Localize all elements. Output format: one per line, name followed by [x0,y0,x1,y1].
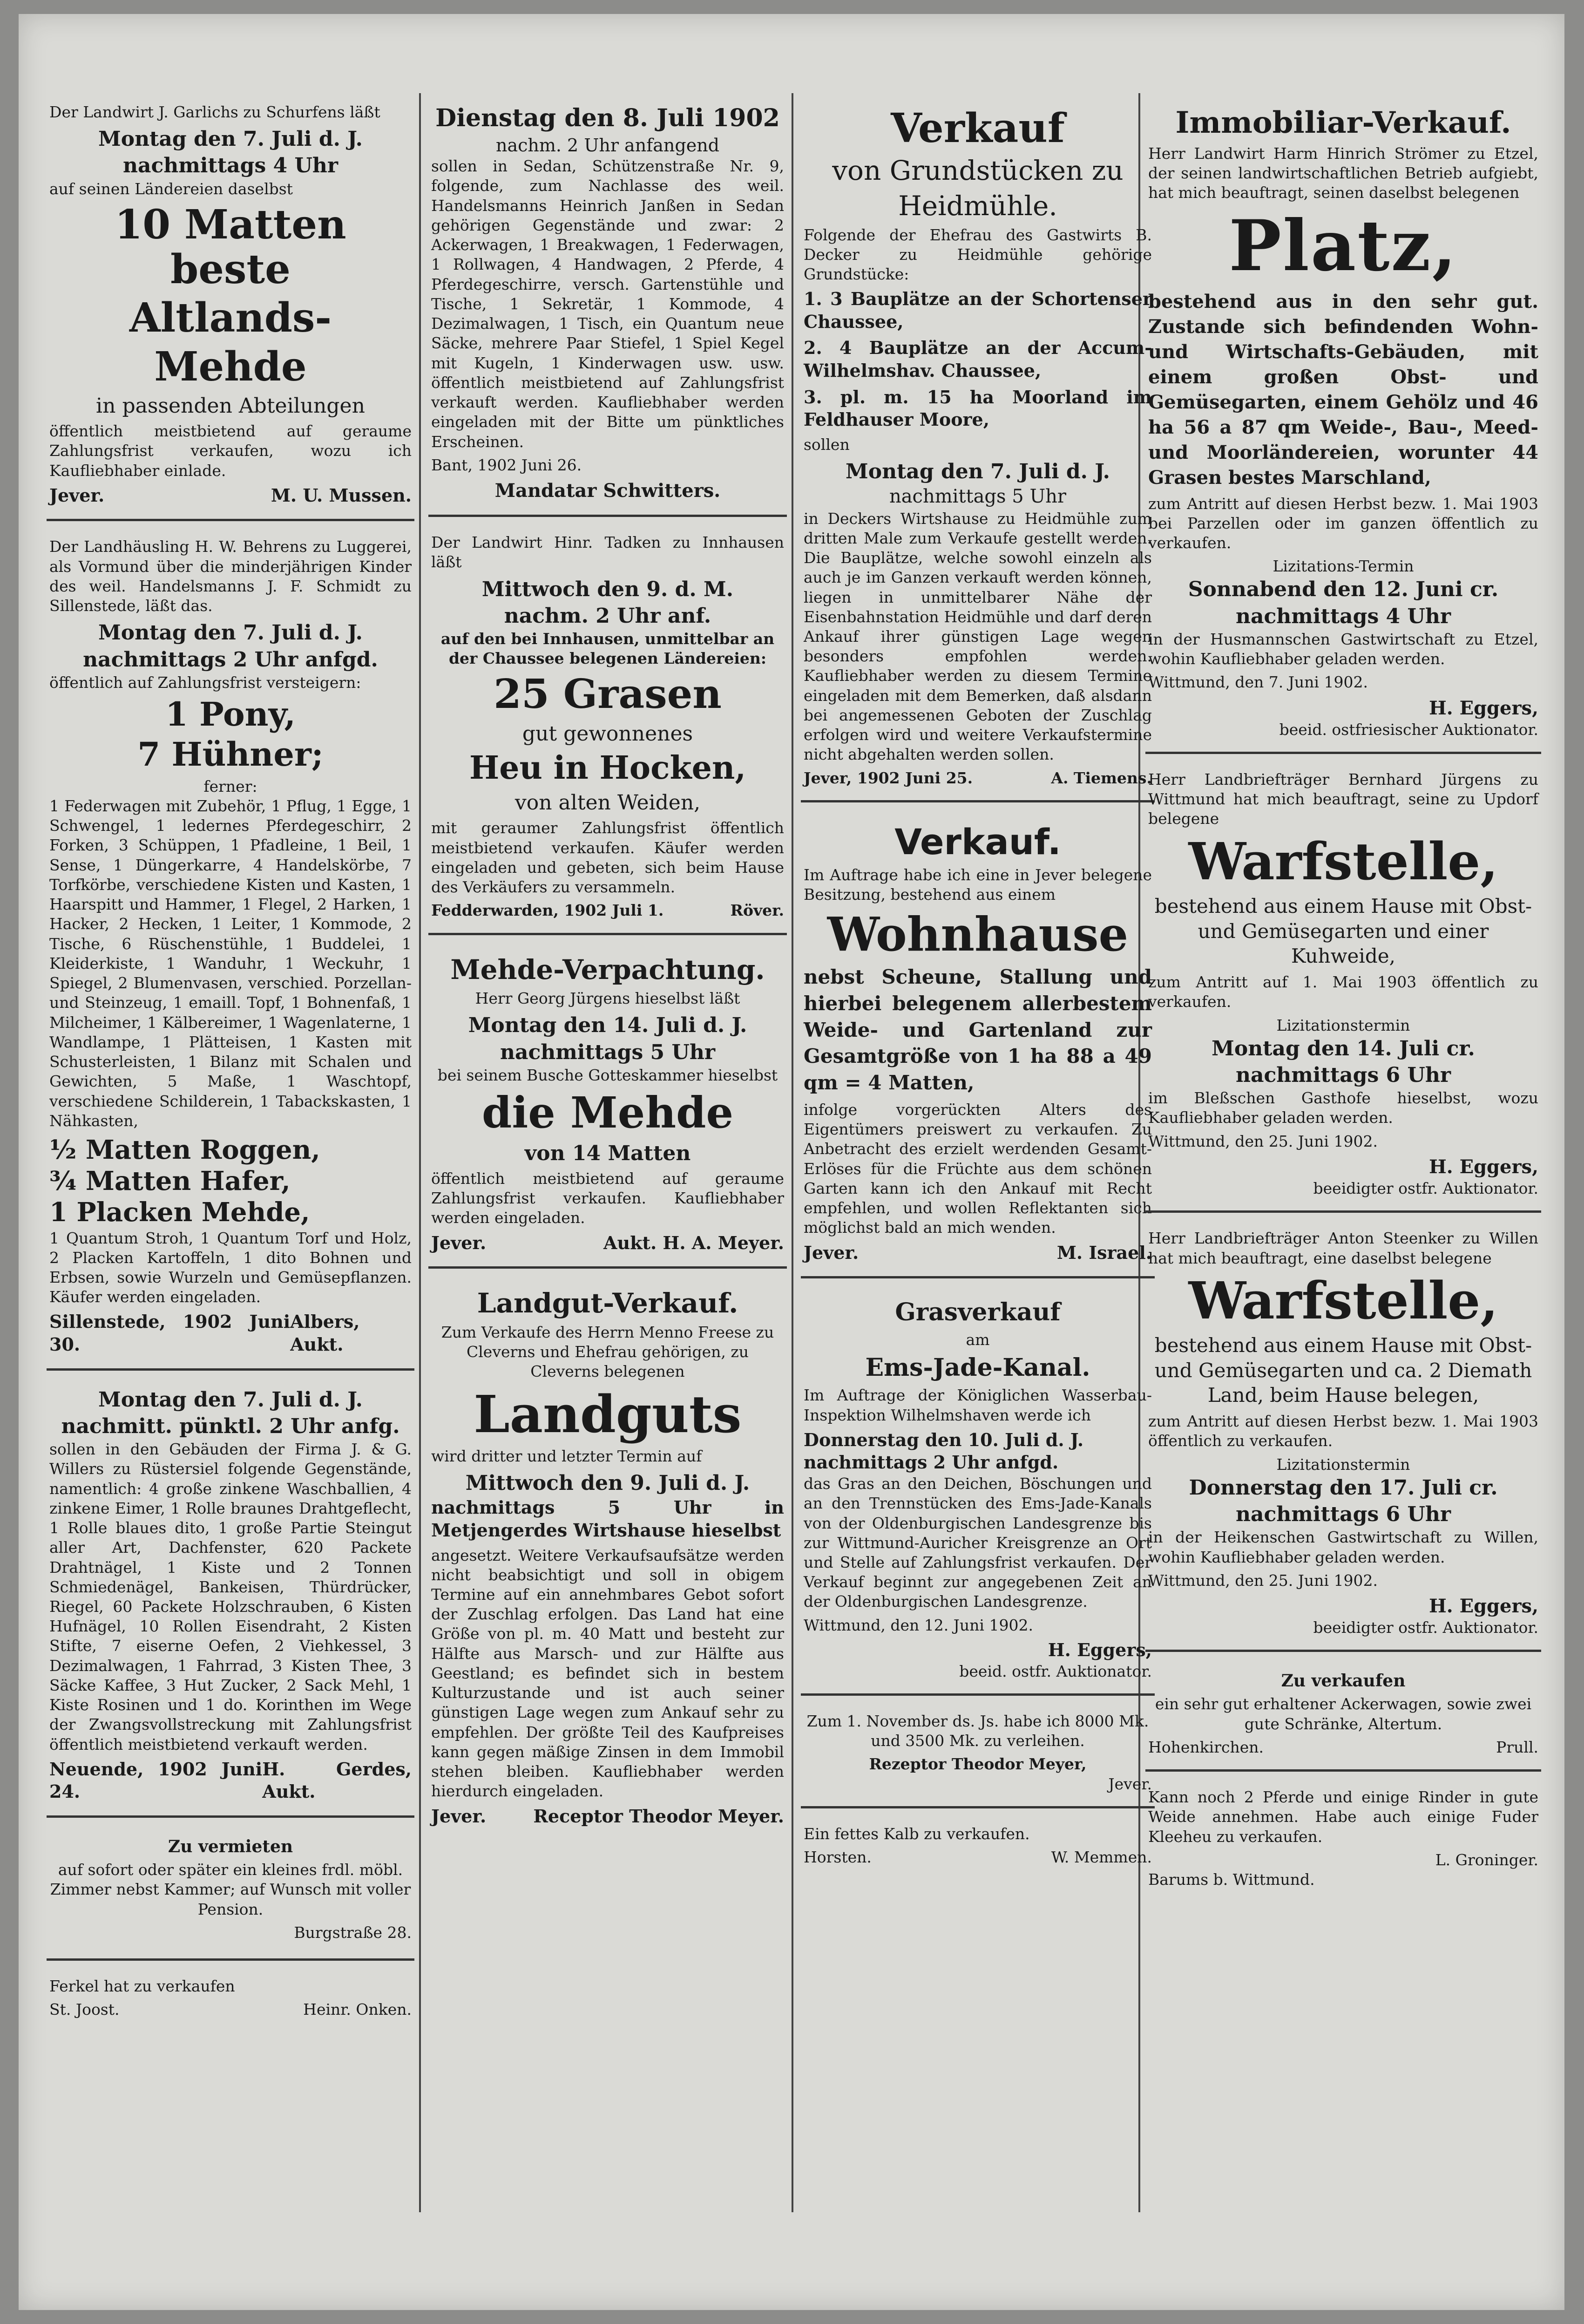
ad-sig-name: H. Eggers, [1428,1155,1538,1178]
ad-headline: 10 Matten beste [115,201,346,293]
ad-vermieten [47,1829,414,1961]
ad-body: Ein fettes Kalb zu verkaufen. [804,1824,1030,1843]
ad-time: nachmittags 4 Uhr [1235,604,1451,628]
ad-body: Kann noch 2 Pferde und einige Rinder in gute Weide annehmen. Habe auch einige Fuder Kleeheu zu verkaufen. [1148,1788,1538,1846]
ad-headline: die Mehde [482,1087,733,1138]
ad-grasverkauf [801,1290,1155,1696]
ad-sig-name: Mandatar Schwitters. [494,479,721,502]
ad-subheadline: von alten Weiden, [514,791,701,815]
ad-intro: Der Landwirt J. Garlichs zu Schurfens läßt [49,103,380,121]
ad-sig-name: M. U. Mussen. [271,484,412,506]
ad-subheadline: bestehend aus einem Hause mit Obst- und Gemüsegarten und einer Kuhweide, [1154,894,1532,968]
ad-body: Zum 1. November ds. Js. habe ich 8000 Mk. und 3500 Mk. zu verleihen. [806,1712,1149,1750]
ad-headline: 25 Grasen [494,671,722,718]
ad-date: Montag den 14. Juli cr. [1212,1036,1475,1060]
ad-title: Ems-Jade-Kanal. [865,1353,1090,1382]
ad-intro: Herr Landbriefträger Anton Steenker zu Willen hat mich beauftragt, eine daselbst belegene [1148,1229,1538,1267]
ad-item: 1 Placken Mehde, [49,1197,310,1228]
ad-sig-name: Röver. [730,901,784,920]
ad-sig-name: H. Gerdes, Aukt. [262,1758,412,1802]
column-4 [1145,98,1541,2212]
ad-intro: Der Landhäusling H. W. Behrens zu Luggerei, als Vormund über die minderjährigen Kinder des weil. Handelsmanns J. F. Schmidt zu Sillenstede, läßt das. [49,537,412,615]
ad-sig-name: Albers, Aukt. [290,1311,360,1355]
ad-place: bei seinem Busche Gotteskammer hieselbst [437,1066,778,1084]
ad-sollen: sollen [804,435,850,454]
ad-schwitters [428,98,787,517]
ad-sig-place: Jever. [1108,1774,1152,1793]
column-divider [792,93,793,2212]
ad-verkauf-heidmuehle [801,98,1155,802]
ad-sig-place: Wittmund, den 25. Juni 1902. [1148,1571,1378,1590]
ad-sig-name: Aukt. H. A. Meyer. [603,1232,784,1253]
ad-date: Sonnabend den 12. Juni cr. [1188,578,1499,602]
ad-sig-place: Bant, 1902 Juni 26. [431,455,582,474]
ad-time: nachmittags 5 Uhr [500,1040,716,1064]
ad-sig-name: Rezeptor Theodor Meyer, [869,1755,1087,1774]
column-3 [801,98,1155,2212]
ad-title: Immobiliar-Verkauf. [1175,105,1511,140]
ad-intro: Im Auftrage habe ich eine in Jever belegene Besitzung, bestehend aus einem [804,865,1152,904]
ad-body: das Gras an den Deichen, Böschungen und an den Trennstücken des Ems-Jade-Kanals von der Oldenburgischen Landesgrenze bis zur Wittmund-Auricher Kreisgrenze an Ort und Stelle auf Zahlungsfrist verkaufen. Der Verkauf beginnt zur angegebenen Zeit an der Oldenburgischen Landesgrenze. [804,1475,1152,1611]
ad-sig-place: Barums b. Wittmund. [1148,1870,1315,1889]
ad-kalb [801,1820,1155,1879]
ad-body: im Bleßschen Gasthofe hieselbst, wozu Kaufliebhaber geladen werden. [1148,1089,1538,1127]
ad-time: nachmittags 2 Uhr anfgd. [804,1452,1059,1473]
ad-time: nachmittags 4 Uhr [122,154,338,178]
ad-body: sollen in Sedan, Schützenstraße Nr. 9, folgende, zum Nachlasse des weil. Handelsmanns Heinrich Janßen in Sedan gehörigen Gegenstände und zwar: 2 Ackerwagen, 1 Breakwagen, 1 Federwagen, 1 Rollwagen, 4 Handwagen, 2 Pferde, 4 Pferdegeschirre, versch. Gartenstühle und Tische, 1 Sekretär, 1 Kommode, 4 Dezimalwagen, 1 Tisch, ein Quantum neue Säcke, mehrere Paar Stiefel, 1 Spiel Kegel mit Kugeln, 1 Kinderwagen usw. usw. öffentlich meistbietend auf Zahlungsfrist verkauft werden. Kaufliebhaber werden eingeladen mit der Bitte um pünktliches Erscheinen. [431,157,784,451]
ad-sig-name: Heinr. Onken. [303,2000,412,2019]
ad-headline: Platz, [1229,204,1458,287]
ad-sig-place: Jever. [49,484,105,506]
ad-sig-name: A. Tiemens. [1051,768,1152,787]
ad-body: angesetzt. Weitere Verkaufsaufsätze werden nicht beabsichtigt und soll in obigem Termine auf ein annehmbares Gebot sofort der Zuschlag erfolgen. Das Land hat eine Größe von pl. m. 40 Matt und besteht zur Hälfte aus Marsch- und zur Hälfte aus Geestland; es befindet sich in bestem Kulturzustande und ist auch seiner günstigen Lage wegen zum Ankauf sehr zu empfehlen. Der größte Teil des Kaufpreises kann gegen mäßige Zinsen in dem Immobil stehen bleiben. Kaufliebhaber werden hierdurch eingeladen. [431,1546,784,1801]
ad-title: Mehde-Verpachtung. [450,953,765,985]
ad-title: Verkauf [891,105,1065,152]
ad-sig-place: Wittmund, den 12. Juni 1902. [804,1616,1033,1634]
ad-headline: Warfstelle, [1188,831,1498,891]
ad-subheadline: von 14 Matten [524,1142,691,1166]
ad-sig-place: Jever. [431,1805,487,1827]
ad-list: 1 Federwagen mit Zubehör, 1 Pflug, 1 Egge, 1 Schwengel, 1 ledernes Pferdegeschirr, 2 Forken, 3 Schüppen, 1 Pfadleine, 1 Beil, 1 Sense, 1 Düngerkarre, 4 Handelskörbe, 7 Torfkörbe, verschiedene Kisten und Kasten, 1 Haarspitt und Hammer, 1 Flegel, 2 Harken, 1 Hacker, 2 Hecken, 1 Leiter, 1 Kommode, 2 Tische, 6 Rüschenstühle, 1 Buddelei, 1 Kleiderkiste, 1 Wanduhr, 1 Weckuhr, 1 Spiegel, 2 Blumenvasen, verschied. Porzellan- und Steinzeug, 1 emaill. Topf, 1 Bohnenfaß, 1 Milcheimer, 1 Kälbereimer, 1 Wagenlaterne, 1 Wandlampe, 1 Plätteisen, 1 Kasten mit Schusterleisten, 1 Bilanz mit Schalen und Gewichten, 5 Maße, 1 Waschtopf, verschiedene Schilderein, 1 Tabackskasten, 1 Nähkasten, [49,796,412,1130]
ad-title: Zu vermieten [168,1837,293,1857]
ad-intro: Der Landwirt Hinr. Tadken zu Innhausen läßt [431,533,784,571]
ad-subheadline: gut gewonnenes [522,721,693,746]
ad-date: Donnerstag den 10. Juli d. J. [804,1429,1084,1450]
ad-body: öffentlich meistbietend auf geraume Zahlungsfrist verkaufen. Kaufliebhaber werden eingeladen. [431,1169,784,1227]
ad-headline: Mehde [154,343,307,390]
ad-title: Verkauf. [894,821,1061,863]
ad-date: Mittwoch den 9. Juli d. J. [465,1471,750,1495]
ad-intro: Herr Georg Jürgens hieselbst läßt [475,989,740,1008]
ad-zu-verkaufen [1145,1663,1541,1772]
ad-rezeptor-meyer [801,1707,1155,1808]
ad-sig-name: L. Groninger. [1435,1850,1538,1869]
ad-body: ein sehr gut erhaltener Ackerwagen, sowie zwei gute Schränke, Altertum. [1155,1695,1532,1733]
column-divider [419,93,421,2212]
ad-date: Montag den 7. Juli d. J. [846,460,1110,484]
ad-body: mit geraumer Zahlungsfrist öffentlich meistbietend verkaufen. Käufer werden eingeladen und gebeten, sich beim Hause des Verkäufers zu versammeln. [431,819,784,897]
ad-headline: Landguts [474,1384,742,1444]
ad-sig-place: St. Joost. [49,2000,120,2019]
ad-intro: Im Auftrage der Königlichen Wasserbau-Inspektion Wilhelmshaven werde ich [804,1386,1152,1424]
ad-body-bold: nebst Scheune, Stallung und hierbei belegenem allerbestem Weide- und Gartenland zur Gesamtgröße von 1 ha 88 a 49 qm = 4 Matten, [804,965,1152,1094]
ad-time: nachmittags 6 Uhr [1235,1502,1451,1527]
ad-subheadline: bestehend aus einem Hause mit Obst- und Gemüsegarten und ca. 2 Diemath Land, beim Hause belegen, [1154,1333,1532,1407]
ad-sig-place: Horsten. [804,1848,872,1866]
ad-intro: Herr Landbriefträger Bernhard Jürgens zu Wittmund hat mich beauftragt, seine zu Updorf belegene [1148,770,1538,828]
ad-groninger [1145,1783,1541,1902]
ad-body: sollen in den Gebäuden der Firma J. & G. Willers zu Rüstersiel folgende Gegenstände, namentlich: 4 große zinkene Waschballien, 4 zinkene Eimer, 1 Rolle braunes Drahtgeflecht, 1 Rolle blaues dito, 1 große Partie Steingut aller Art, Dachfenster, 620 Packete Drahtnägel, 1 Kiste und 2 Tonnen Schmiedenägel, Bankeisen, Thürdrücker, Riegel, 60 Packete Holzschrauben, 6 Kisten Hufnägel, 10 Rollen Eisendraht, 2 Kisten Stifte, 7 eiserne Oefen, 2 Viehkessel, 3 Dezimalwagen, 1 Fahrrad, 3 Kisten Thee, 3 Säcke Kaffee, 3 Hut Zucker, 2 Sack Mehl, 1 Kiste Rosinen und 1 do. Korinthen im Wege der Zwangsvollstreckung mit Zahlungsfrist öffentlich meistbietend verkauft werden. [49,1440,412,1753]
ad-willers [47,1382,414,1818]
ad-sig-place: Fedderwarden, 1902 Juli 1. [431,901,664,920]
ad-body: zum Antritt auf diesen Herbst bezw. 1. Mai 1903 öffentlich zu verkaufen. [1148,1412,1538,1450]
ad-mehde-verpachtung [428,946,787,1269]
ad-body: zum Antritt auf 1. Mai 1903 öffentlich zu verkaufen. [1148,973,1538,1011]
ad-date: Montag den 14. Juli d. J. [468,1013,747,1038]
ad-termin: Lizitations-Termin [1273,557,1414,576]
ad-behrens [47,532,414,1370]
ad-headline: Heu in Hocken, [469,749,746,787]
ad-title: Grasverkauf [895,1298,1061,1327]
ad-sig-place: Jever. [804,1242,859,1263]
ad-list: 1 Quantum Stroh, 1 Quantum Torf und Holz, 2 Placken Kartoffeln, 1 dito Bohnen und Erbsen, sowie Wurzeln und Gemüsepflanzen. Käufer werden eingeladen. [49,1229,412,1306]
ad-place: auf den bei Innhausen, unmittelbar an der Chaussee belegenen Ländereien: [440,630,775,668]
ad-am: am [966,1331,990,1349]
ad-sig-name: W. Memmen. [1051,1848,1152,1866]
ad-headline: Altlands- [129,294,332,342]
ad-ferner: ferner: [203,777,257,795]
ad-subheadline: Heidmühle. [898,190,1057,222]
ad-body: in der Heikenschen Gastwirtschaft zu Willen, wohin Kaufliebhaber geladen werden. [1148,1528,1538,1566]
column-2 [428,98,787,2212]
ad-sig-place: Jever. [431,1232,487,1253]
ad-sig-place: Hohenkirchen. [1148,1738,1264,1756]
ad-sig-title: beeidigter ostfr. Auktionator. [1313,1618,1538,1637]
ad-sig-title: beeid. ostfr. Auktionator. [959,1662,1152,1680]
ad-address: Burgstraße 28. [294,1923,412,1942]
ad-intro: Zum Verkaufe des Herrn Menno Freese zu Cleverns und Ehefrau gehörigen, zu Cleverns belegenen [441,1323,774,1381]
ad-title: Landgut-Verkauf. [477,1287,738,1319]
ad-verkauf-wohnhaus [801,814,1155,1278]
ad-date: Montag den 7. Juli d. J. [98,1387,363,1412]
ad-time: nachmittags 6 Uhr [1235,1063,1451,1087]
ad-intro: Folgende der Ehefrau des Gastwirts B. Decker zu Heidmühle gehörige Grundstücke: [804,225,1152,283]
ad-landgut-verkauf [428,1280,787,1840]
ad-ferkel [47,1972,414,2032]
ad-headline: 7 Hühner; [137,735,324,774]
ad-headline: Warfstelle, [1188,1270,1498,1331]
ad-title: Zu verkaufen [1281,1671,1406,1691]
ad-subheadline: in passenden Abteilungen [96,394,365,418]
ad-time: nachm. 2 Uhr anfangend [495,135,719,156]
ad-headline: Wohnhause [827,907,1129,962]
ad-body: Ferkel hat zu verkaufen [49,1977,235,1996]
ad-item: 2. 4 Bauplätze an der Accum-Wilhelmshav. Chaussee, [804,337,1152,381]
ad-sig-name: M. Israel. [1056,1242,1152,1263]
ad-item: ¾ Matten Hafer, [49,1166,291,1197]
ad-sig-name: H. Eggers, [1048,1639,1152,1660]
ad-sig-title: beeidigter ostfr. Auktionator. [1313,1179,1538,1198]
ad-body-bold: bestehend aus in den sehr gut. Zustande sich befindenden Wohn- und Wirtschafts-Gebäuden, mit einem großen Obst- und Gemüsegarten, einem Gehölz und 46 ha 56 a 87 qm Weide-, Bau-, Meed- und Moorländereien, worunter 44 Grasen bestes Marschland, [1148,290,1538,489]
ad-date: Montag den 7. Juli d. J. [98,127,363,151]
ad-headline: 1 Pony, [165,694,296,734]
ad-sig-place: Wittmund, den 25. Juni 1902. [1148,1132,1378,1150]
ad-warfstelle-updorf [1145,765,1541,1213]
ad-garlichs [47,98,414,521]
ad-item: 3. pl. m. 15 ha Moorland im Feldhauser Moore, [804,386,1152,430]
ad-time: nachmittags 2 Uhr anfgd. [83,647,378,672]
ad-sig-place: Jever, 1902 Juni 25. [804,768,973,787]
ad-date: Montag den 7. Juli d. J. [98,621,363,645]
ad-body: zum Antritt auf diesen Herbst bezw. 1. Mai 1903 bei Parzellen oder im ganzen öffentlich zu verkaufen. [1148,494,1538,552]
ad-tadken [428,528,787,935]
column-1 [47,98,414,2212]
ad-body: öffentlich meistbietend auf geraume Zahlungsfrist verkaufen, wozu ich Kaufliebhaber einlade. [49,422,412,480]
ad-body: in Deckers Wirtshause zu Heidmühle zum dritten Male zum Verkaufe gestellt werden. Die Bauplätze, welche sowohl einzeln als auch je im Ganzen verkauft werden können, liegen in unmittelbarer Nähe der Eisenbahnstation Heidmühle und darf deren Ankauf ihrer günstigen Lage wegen besonders empfohlen werden. Kaufliebhaber werden zu diesem Termine eingeladen mit dem Bemerken, daß alsdann bei angemessenen Geboten der Zuschlag erfolgen wird und weitere Verkaufstermine nicht abgehalten werden sollen. [804,509,1152,764]
ad-time: nachmittags 5 Uhr in Metjengerdes Wirtshause hieselbst [431,1497,784,1541]
ad-warfstelle-willen [1145,1224,1541,1652]
ad-time: nachmittags 5 Uhr [889,486,1067,508]
ad-termin: wird dritter und letzter Termin auf [431,1447,702,1465]
ad-body: in der Husmannschen Gastwirtschaft zu Etzel, wohin Kaufliebhaber geladen werden. [1148,630,1538,668]
ad-sig-place: Sillenstede, 1902 Juni 30. [49,1311,291,1355]
ad-item: 1. 3 Bauplätze an der Schortenser Chaussee, [804,288,1152,332]
newspaper-page [19,14,1564,2310]
ad-intro: Herr Landwirt Harm Hinrich Strömer zu Etzel, der seinen landwirtschaftlichen Betrieb aufgiebt, hat mich beauftragt, seinen daselbst belegenen [1148,144,1538,202]
ad-subheadline: von Grundstücken zu [832,155,1124,187]
ad-termin: Lizitationstermin [1276,1455,1410,1474]
ad-sig-place: Wittmund, den 7. Juni 1902. [1148,673,1368,692]
ad-sig-name: H. Eggers, [1428,697,1538,719]
ad-date: Dienstag den 8. Juli 1902 [435,104,780,132]
ad-place: auf seinen Ländereien daselbst [49,179,293,198]
ad-sig-name: Prull. [1496,1738,1538,1756]
ad-date: Donnerstag den 17. Juli cr. [1189,1475,1498,1500]
ad-termin: Lizitationstermin [1276,1016,1410,1034]
ad-sig-place: Neuende, 1902 Juni 24. [49,1758,263,1802]
ad-note: öffentlich auf Zahlungsfrist versteigern: [49,673,361,692]
ad-item: ½ Matten Roggen, [49,1134,320,1165]
ad-time: nachmitt. pünktl. 2 Uhr anfg. [61,1414,400,1438]
ad-time: nachm. 2 Uhr anf. [504,604,711,628]
ad-sig-name: H. Eggers, [1428,1595,1538,1617]
ad-date: Mittwoch den 9. d. M. [481,577,734,601]
ad-immobiliar-verkauf [1145,98,1541,754]
ad-body: infolge vorgerückten Alters des Eigentümers preiswert zu verkaufen. Zu Anbetracht des erzielt werdenden Gesamt-Erlöses für die Früchte aus dem schönen Garten kann ich den Ankauf mit Recht empfehlen, und wollen Reflektanten sich möglichst bald an mich wenden. [804,1100,1152,1237]
ad-body: auf sofort oder später ein kleines frdl. möbl. Zimmer nebst Kammer; auf Wunsch mit voller Pension. [50,1861,411,1918]
ad-sig-name: Receptor Theodor Meyer. [533,1805,784,1827]
ad-sig-title: beeid. ostfriesischer Auktionator. [1279,720,1538,739]
